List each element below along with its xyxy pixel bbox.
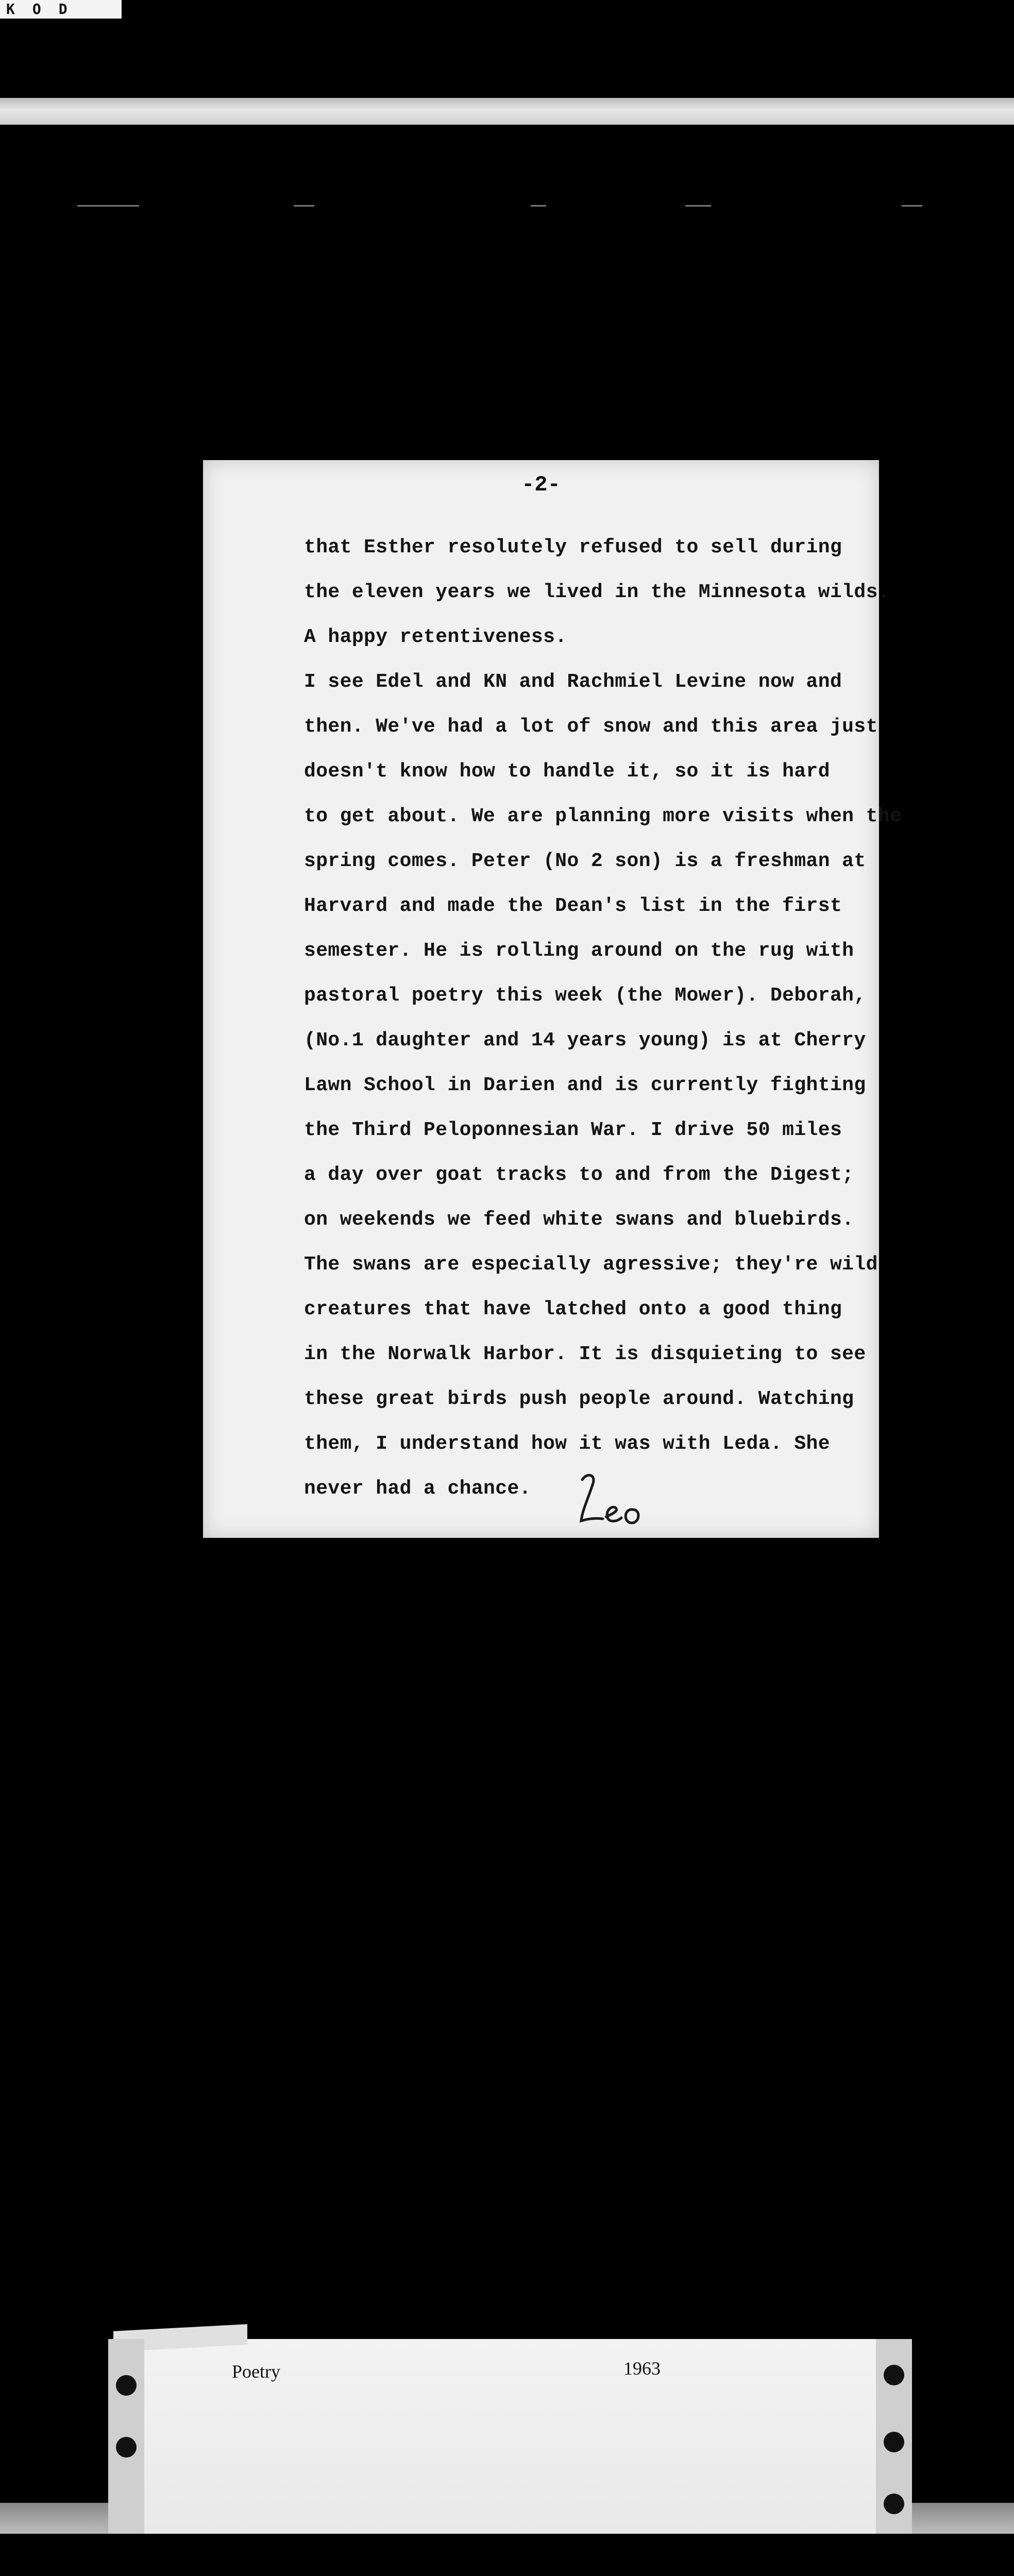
card-punch-strip-right xyxy=(876,2339,912,2534)
letter-page xyxy=(203,460,902,1538)
letter-line: then. We've had a lot of snow and this area just xyxy=(304,716,878,738)
letter-line: Harvard and made the Dean's list in the first xyxy=(304,895,842,917)
letter-line: A happy retentiveness. xyxy=(304,626,567,648)
page-number: -2- xyxy=(521,472,561,497)
letter-line: The swans are especially agressive; they're wild xyxy=(304,1253,878,1276)
film-edge-band-top xyxy=(0,98,1014,125)
letter-line: semester. He is rolling around on the rug with xyxy=(304,940,854,962)
letter-line: (No.1 daughter and 14 years young) is at Cherry xyxy=(304,1029,866,1052)
letter-line: the eleven years we lived in the Minnesota wilds. xyxy=(304,581,890,603)
letter-line: on weekends we feed white swans and bluebirds. xyxy=(304,1209,854,1231)
catalog-card xyxy=(113,2339,902,2534)
letter-line: a day over goat tracks to and from the Digest; xyxy=(304,1164,854,1186)
handwritten-signature xyxy=(572,1469,654,1536)
letter-line: pastoral poetry this week (the Mower). Deborah, xyxy=(304,985,866,1007)
card-subject: Poetry xyxy=(232,2361,280,2382)
letter-line: them, I understand how it was with Leda. She xyxy=(304,1433,830,1455)
punch-hole-icon xyxy=(884,2432,904,2452)
letter-line: that Esther resolutely refused to sell during xyxy=(304,536,842,558)
card-year: 1963 xyxy=(623,2358,661,2379)
letter-line: the Third Peloponnesian War. I drive 50 miles xyxy=(304,1119,842,1141)
letter-line: never had a chance. xyxy=(304,1478,531,1500)
letter-line: doesn't know how to handle it, so it is hard xyxy=(304,760,830,783)
letter-line: Lawn School in Darien and is currently fighting xyxy=(304,1074,866,1096)
punch-hole-icon xyxy=(884,2365,904,2385)
letter-line: creatures that have latched onto a good thing xyxy=(304,1298,842,1320)
letter-line: spring comes. Peter (No 2 son) is a freshman at xyxy=(304,850,866,872)
film-corner-label: KOD xyxy=(0,0,122,19)
letter-line: in the Norwalk Harbor. It is disquieting to see xyxy=(304,1343,866,1365)
letter-line: I see Edel and KN and Rachmiel Levine now and xyxy=(304,671,842,693)
card-punch-strip-left xyxy=(108,2339,144,2534)
punch-hole-icon xyxy=(116,2375,137,2396)
punch-hole-icon xyxy=(116,2437,137,2458)
film-scratch-marks xyxy=(77,202,953,210)
letter-line: these great birds push people around. Watching xyxy=(304,1388,854,1410)
letter-line: to get about. We are planning more visits when the xyxy=(304,805,902,827)
punch-hole-icon xyxy=(884,2494,904,2514)
letter-body xyxy=(304,525,902,1511)
